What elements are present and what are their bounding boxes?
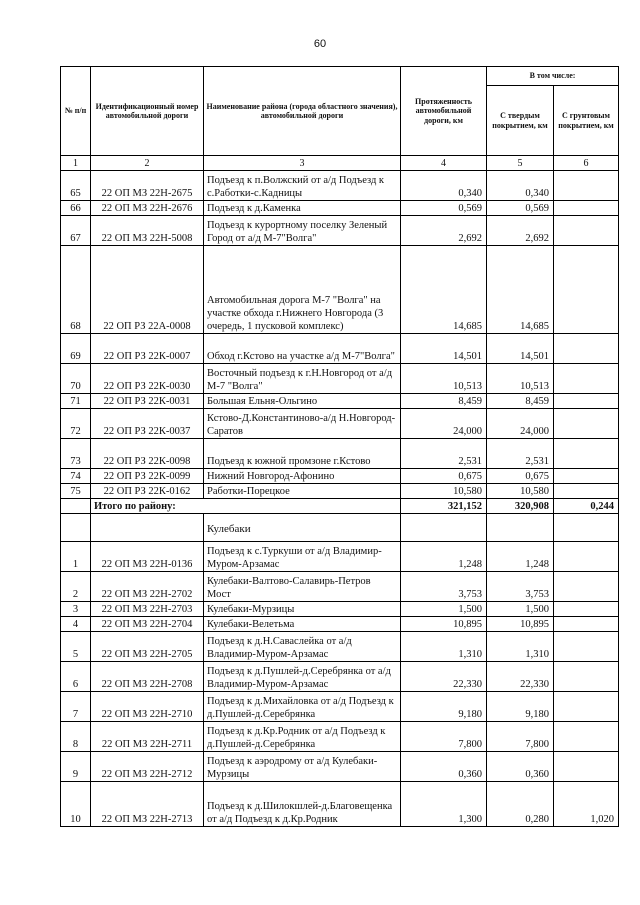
empty-cell: [401, 514, 487, 542]
table-row: [61, 782, 619, 827]
table-row: [61, 216, 619, 246]
dirt-surface-length: [554, 246, 619, 334]
column-number: 6: [554, 156, 619, 171]
road-name: Подъезд к д.Пушлей-д.Серебрянка от а/д Владимир-Муром-Арзамас: [204, 662, 401, 692]
roads-table: [60, 66, 619, 827]
road-length: 14,501: [401, 334, 487, 364]
road-id: 22 ОП МЗ 22Н-2676: [91, 201, 204, 216]
road-id: 22 ОП МЗ 22Н-2703: [91, 602, 204, 617]
empty-cell: [61, 514, 91, 542]
page-number: 60: [313, 38, 327, 50]
hard-surface-length: 2,531: [487, 439, 554, 469]
row-number: 6: [61, 662, 91, 692]
dirt-surface-length: [554, 662, 619, 692]
hard-surface-length: 0,340: [487, 171, 554, 201]
road-id: 22 ОП МЗ 22Н-2675: [91, 171, 204, 201]
road-name: Восточный подъезд к г.Н.Новгород от а/д М-7 "Волга": [204, 364, 401, 394]
road-length: 1,300: [401, 782, 487, 827]
road-id: 22 ОП РЗ 22К-0030: [91, 364, 204, 394]
row-number: 70: [61, 364, 91, 394]
row-number: 9: [61, 752, 91, 782]
hard-surface-length: 0,675: [487, 469, 554, 484]
header-including: В том числе:: [487, 67, 619, 86]
row-number: 10: [61, 782, 91, 827]
road-id: 22 ОП РЗ 22А-0008: [91, 246, 204, 334]
district-header-row: [61, 514, 619, 542]
road-name: Подъезд к д.Михайловка от а/д Подъезд к д.Пушлей-д.Серебрянка: [204, 692, 401, 722]
road-length: 2,531: [401, 439, 487, 469]
row-number: 2: [61, 572, 91, 602]
row-number: 1: [61, 542, 91, 572]
road-id: 22 ОП МЗ 22Н-2711: [91, 722, 204, 752]
hard-surface-length: 0,280: [487, 782, 554, 827]
dirt-surface-length: [554, 752, 619, 782]
road-length: 8,459: [401, 394, 487, 409]
row-number: 7: [61, 692, 91, 722]
table-row: [61, 542, 619, 572]
table-row: [61, 662, 619, 692]
table-body: [61, 156, 619, 827]
row-number: 66: [61, 201, 91, 216]
empty-cell: [487, 514, 554, 542]
road-name: Работки-Порецкое: [204, 484, 401, 499]
district-name: Кулебаки: [204, 514, 401, 542]
table-row: [61, 692, 619, 722]
table-row: [61, 602, 619, 617]
row-number: 3: [61, 602, 91, 617]
road-length: 7,800: [401, 722, 487, 752]
row-number: 65: [61, 171, 91, 201]
dirt-surface-length: [554, 542, 619, 572]
road-id: 22 ОП РЗ 22К-0007: [91, 334, 204, 364]
table-row: [61, 334, 619, 364]
table-row: [61, 632, 619, 662]
road-length: 0,340: [401, 171, 487, 201]
total-length: 321,152: [401, 499, 487, 514]
table-row: [61, 364, 619, 394]
table-row: [61, 394, 619, 409]
hard-surface-length: 1,310: [487, 632, 554, 662]
road-id: 22 ОП МЗ 22Н-2710: [91, 692, 204, 722]
dirt-surface-length: [554, 602, 619, 617]
column-number: 4: [401, 156, 487, 171]
road-name: Подъезд к д.Кр.Родник от а/д Подъезд к д.Пушлей-д.Серебрянка: [204, 722, 401, 752]
road-id: 22 ОП РЗ 22К-0099: [91, 469, 204, 484]
header-length: Протяженность автомобильной дороги, км: [401, 67, 487, 156]
road-id: 22 ОП РЗ 22К-0162: [91, 484, 204, 499]
road-length: 3,753: [401, 572, 487, 602]
dirt-surface-length: [554, 469, 619, 484]
hard-surface-length: 9,180: [487, 692, 554, 722]
road-length: 0,569: [401, 201, 487, 216]
table-row: [61, 246, 619, 334]
row-number: 69: [61, 334, 91, 364]
road-length: 24,000: [401, 409, 487, 439]
dirt-surface-length: [554, 409, 619, 439]
table-row: [61, 617, 619, 632]
hard-surface-length: 1,248: [487, 542, 554, 572]
road-length: 2,692: [401, 216, 487, 246]
hard-surface-length: 0,360: [487, 752, 554, 782]
empty-cell: [554, 514, 619, 542]
row-number: 67: [61, 216, 91, 246]
table-row: [61, 484, 619, 499]
table-row: [61, 439, 619, 469]
dirt-surface-length: [554, 394, 619, 409]
road-id: 22 ОП МЗ 22Н-2708: [91, 662, 204, 692]
road-name: Нижний Новгород-Афонино: [204, 469, 401, 484]
table-row: [61, 722, 619, 752]
column-numbers-row: [61, 156, 619, 171]
hard-surface-length: 14,685: [487, 246, 554, 334]
road-name: Кулебаки-Велетьма: [204, 617, 401, 632]
hard-surface-length: 22,330: [487, 662, 554, 692]
row-number: 4: [61, 617, 91, 632]
hard-surface-length: 7,800: [487, 722, 554, 752]
road-name: Подъезд к курортному поселку Зеленый Город от а/д М-7"Волга": [204, 216, 401, 246]
road-id: 22 ОП МЗ 22Н-2712: [91, 752, 204, 782]
row-number: 73: [61, 439, 91, 469]
hard-surface-length: 3,753: [487, 572, 554, 602]
dirt-surface-length: [554, 364, 619, 394]
row-number: 71: [61, 394, 91, 409]
road-name: Подъезд к п.Волжский от а/д Подъезд к с.Работки-с.Кадницы: [204, 171, 401, 201]
road-id: 22 ОП РЗ 22К-0098: [91, 439, 204, 469]
table-row: [61, 409, 619, 439]
road-length: 9,180: [401, 692, 487, 722]
dirt-surface-length: [554, 484, 619, 499]
road-id: 22 ОП МЗ 22Н-2704: [91, 617, 204, 632]
table-row: [61, 469, 619, 484]
column-number: 1: [61, 156, 91, 171]
hard-surface-length: 0,569: [487, 201, 554, 216]
road-name: Подъезд к д.Н.Саваслейка от а/д Владимир-Муром-Арзамас: [204, 632, 401, 662]
road-name: Подъезд к д.Каменка: [204, 201, 401, 216]
table-row: [61, 201, 619, 216]
road-length: 10,580: [401, 484, 487, 499]
hard-surface-length: 10,580: [487, 484, 554, 499]
road-length: 1,248: [401, 542, 487, 572]
road-length: 0,360: [401, 752, 487, 782]
road-name: Большая Ельня-Ольгино: [204, 394, 401, 409]
road-id: 22 ОП РЗ 22К-0031: [91, 394, 204, 409]
row-number: 5: [61, 632, 91, 662]
road-length: 10,895: [401, 617, 487, 632]
table-row: [61, 171, 619, 201]
hard-surface-length: 10,895: [487, 617, 554, 632]
road-name: Автомобильная дорога М-7 "Волга" на участке обхода г.Нижнего Новгорода (3 очередь, 1 пусковой комплекс): [204, 246, 401, 334]
road-id: 22 ОП МЗ 22Н-5008: [91, 216, 204, 246]
road-name: Подъезд к д.Шилокшлей-д.Благовещенка от а/д Подъезд к д.Кр.Родник: [204, 782, 401, 827]
road-id: 22 ОП МЗ 22Н-0136: [91, 542, 204, 572]
row-number: 75: [61, 484, 91, 499]
dirt-surface-length: [554, 439, 619, 469]
road-id: 22 ОП МЗ 22Н-2702: [91, 572, 204, 602]
dirt-surface-length: [554, 692, 619, 722]
dirt-surface-length: [554, 171, 619, 201]
district-total-row: [61, 499, 619, 514]
road-name: Подъезд к южной промзоне г.Кстово: [204, 439, 401, 469]
road-length: 10,513: [401, 364, 487, 394]
row-number: 8: [61, 722, 91, 752]
table-row: [61, 572, 619, 602]
road-length: 14,685: [401, 246, 487, 334]
row-number: 74: [61, 469, 91, 484]
empty-cell: [61, 499, 91, 514]
dirt-surface-length: [554, 632, 619, 662]
total-dirt-length: 0,244: [554, 499, 619, 514]
dirt-surface-length: [554, 617, 619, 632]
road-length: 0,675: [401, 469, 487, 484]
road-id: 22 ОП РЗ 22К-0037: [91, 409, 204, 439]
row-number: 68: [61, 246, 91, 334]
header-name: Наименование района (города областного значения), автомобильной дороги: [204, 67, 401, 156]
hard-surface-length: 14,501: [487, 334, 554, 364]
hard-surface-length: 8,459: [487, 394, 554, 409]
dirt-surface-length: [554, 201, 619, 216]
dirt-surface-length: [554, 216, 619, 246]
dirt-surface-length: [554, 722, 619, 752]
total-hard-length: 320,908: [487, 499, 554, 514]
header-dirt: С грунтовым покрытием, км: [554, 86, 619, 156]
dirt-surface-length: 1,020: [554, 782, 619, 827]
column-number: 2: [91, 156, 204, 171]
header-hard: С твердым покрытием, км: [487, 86, 554, 156]
column-number: 3: [204, 156, 401, 171]
road-name: Кстово-Д.Константиново-а/д Н.Новгород-Саратов: [204, 409, 401, 439]
road-name: Кулебаки-Мурзицы: [204, 602, 401, 617]
empty-cell: [91, 514, 204, 542]
column-number: 5: [487, 156, 554, 171]
road-name: Кулебаки-Валтово-Салавирь-Петров Мост: [204, 572, 401, 602]
hard-surface-length: 2,692: [487, 216, 554, 246]
header-num: № п/п: [61, 67, 91, 156]
road-name: Обход г.Кстово на участке а/д М-7"Волга": [204, 334, 401, 364]
dirt-surface-length: [554, 334, 619, 364]
road-name: Подъезд к аэродрому от а/д Кулебаки-Мурзицы: [204, 752, 401, 782]
table-row: [61, 752, 619, 782]
total-label: Итого по району:: [91, 499, 401, 514]
hard-surface-length: 24,000: [487, 409, 554, 439]
row-number: 72: [61, 409, 91, 439]
dirt-surface-length: [554, 572, 619, 602]
hard-surface-length: 1,500: [487, 602, 554, 617]
road-length: 1,310: [401, 632, 487, 662]
hard-surface-length: 10,513: [487, 364, 554, 394]
road-length: 1,500: [401, 602, 487, 617]
header-id: Идентификационный номер автомобильной дороги: [91, 67, 204, 156]
road-length: 22,330: [401, 662, 487, 692]
road-id: 22 ОП МЗ 22Н-2705: [91, 632, 204, 662]
road-id: 22 ОП МЗ 22Н-2713: [91, 782, 204, 827]
road-name: Подъезд к с.Туркуши от а/д Владимир-Муром-Арзамас: [204, 542, 401, 572]
